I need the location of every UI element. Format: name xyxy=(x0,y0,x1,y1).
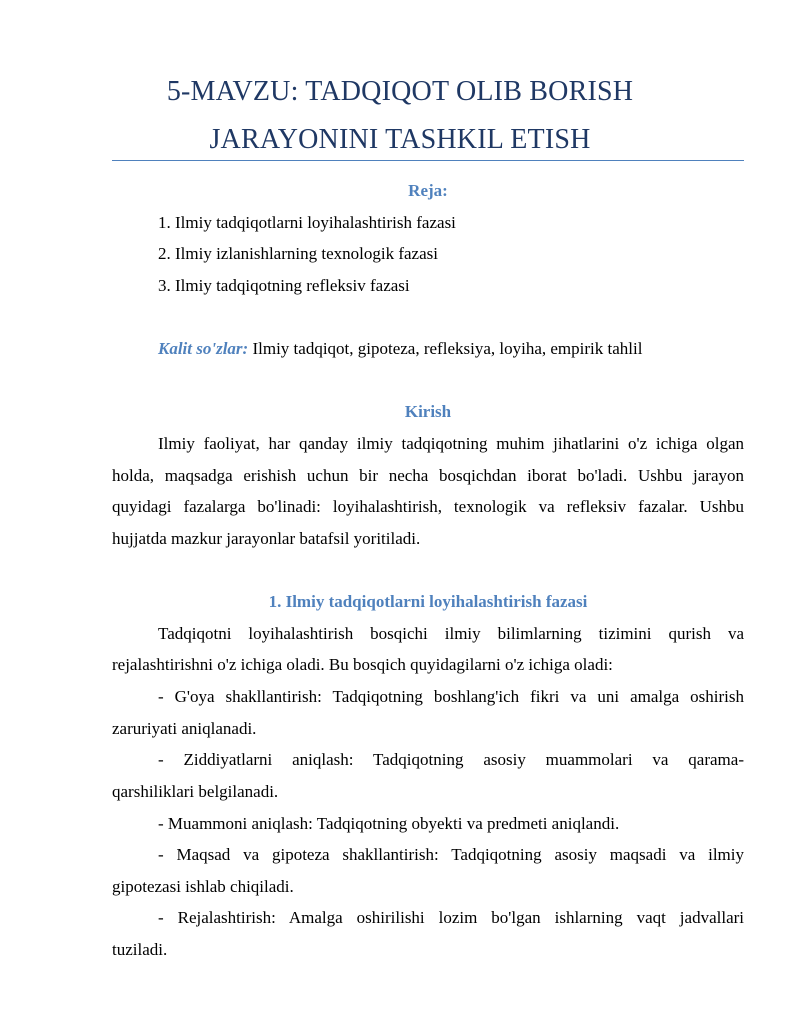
kirish-line-2: holda, maqsadga erishish uchun bir necha bosqichdan iborat bo'ladi. Ushbu jarayon xyxy=(112,466,744,485)
section-1-heading: 1. Ilmiy tadqiqotlarni loyihalashtirish fazasi xyxy=(268,592,588,611)
reja-heading: Reja: xyxy=(408,181,448,200)
section-1-line-2: rejalashtirishni o'z ichiga oladi. Bu bosqich quyidagilarni o'z ichiga oladi: xyxy=(112,655,613,674)
reja-item-1: 1. Ilmiy tadqiqotlarni loyihalashtirish fazasi xyxy=(158,213,456,232)
kirish-heading: Kirish xyxy=(404,402,452,421)
bullet-contradictions-line-2: qarshiliklari belgilanadi. xyxy=(112,782,279,801)
kirish-line-3: quyidagi fazalarga bo'linadi: loyihalashtirish, texnologik va refleksiv fazalar. Ushbu xyxy=(112,497,744,516)
bullet-contradictions-line-1: - Ziddiyatlarni aniqlash: Tadqiqotning asosiy muammolari va qarama- xyxy=(158,750,744,769)
bullet-idea-line-2: zaruriyati aniqlanadi. xyxy=(112,719,257,738)
bullet-idea-line-1: - G'oya shakllantirish: Tadqiqotning boshlang'ich fikri va uni amalga oshirish xyxy=(158,687,744,706)
bullet-planning-line-1: - Rejalashtirish: Amalga oshirilishi lozim bo'lgan ishlarning vaqt jadvallari xyxy=(158,908,744,927)
reja-item-3: 3. Ilmiy tadqiqotning refleksiv fazasi xyxy=(158,276,410,295)
kirish-line-4: hujjatda mazkur jarayonlar batafsil yoritiladi. xyxy=(112,529,421,548)
section-1-line-1: Tadqiqotni loyihalashtirish bosqichi ilmiy bilimlarning tizimini qurish va xyxy=(158,624,744,643)
bullet-goal-line-2: gipotezasi ishlab chiqiladi. xyxy=(112,877,294,896)
keywords-line xyxy=(158,339,744,359)
bullet-goal-line-1: - Maqsad va gipoteza shakllantirish: Tadqiqotning asosiy maqsadi va ilmiy xyxy=(158,845,744,864)
document-title-line-1: 5-MAVZU: TADQIQOT OLIB BORISH xyxy=(166,76,634,107)
title-divider xyxy=(112,160,744,161)
kirish-line-1: Ilmiy faoliyat, har qanday ilmiy tadqiqotning muhim jihatlarini o'z ichiga olgan xyxy=(158,434,744,453)
keywords-label: Kalit so'zlar: xyxy=(158,339,249,358)
keywords-text: Ilmiy tadqiqot, gipoteza, refleksiya, loyiha, empirik tahlil xyxy=(248,339,643,358)
document-title-line-2: JARAYONINI TASHKIL ETISH xyxy=(209,124,591,155)
bullet-planning-line-2: tuziladi. xyxy=(112,940,168,959)
bullet-problem-line: - Muammoni aniqlash: Tadqiqotning obyekti va predmeti aniqlandi. xyxy=(158,814,620,833)
reja-item-2: 2. Ilmiy izlanishlarning texnologik fazasi xyxy=(158,244,438,263)
